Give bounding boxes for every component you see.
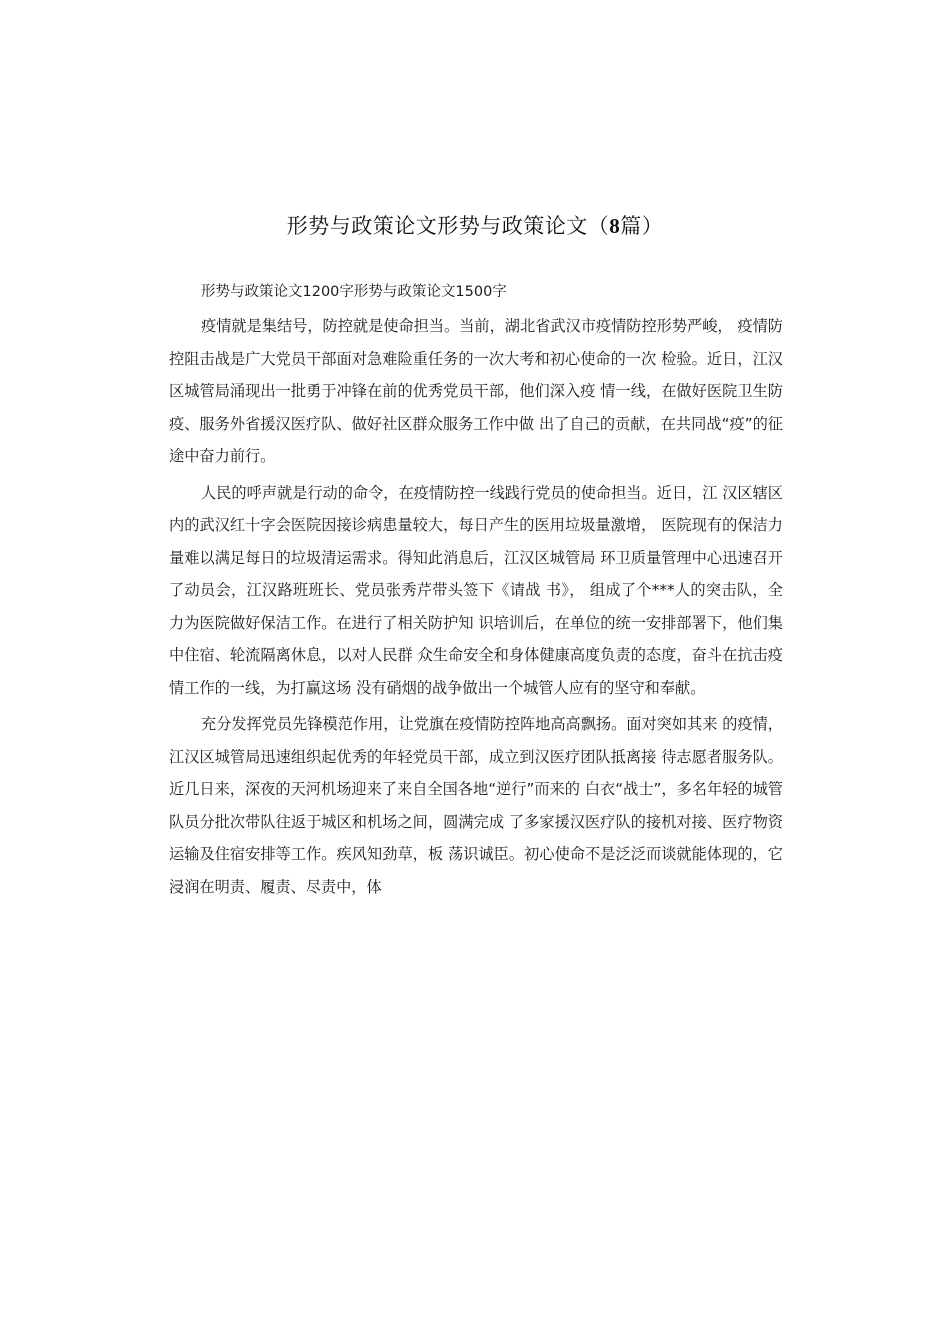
document-title xyxy=(0,208,950,244)
document-subtitle: 形势与政策论文1200字形势与政策论文1500字 xyxy=(201,284,507,300)
title-number: 8 xyxy=(609,214,621,238)
document-body xyxy=(169,310,783,903)
title-prefix: 形势与政策论文形势与政策论文（ xyxy=(286,214,610,238)
paragraph-1: 疫情就是集结号，防控就是使命担当。当前，湖北省武汉市疫情防控形势严峻， 疫情防控阻击战是广大党员干部面对急难险重任务的一次大考和初心使命的一次 检验。近日，江汉区城管局涌现出一批勇于冲锋在前的优秀党员干部，他们深入疫 情一线，在做好医院卫生防疫、服务外省援汉医疗队、做好社区群众服务工作中做 出了自己的贡献，在共同战“疫”的征途中奋力前行。 xyxy=(169,317,783,465)
paragraph-3: 充分发挥党员先锋模范作用，让党旗在疫情防控阵地高高飘扬。面对突如其来 的疫情，江汉区城管局迅速组织起优秀的年轻党员干部，成立到汉医疗团队抵离接 待志愿者服务队。近几日来，深夜的天河机场迎来了来自全国各地“逆行”而来的 白衣“战士”，多名年轻的城管队员分批次带队往返于城区和机场之间，圆满完成 了多家援汉医疗队的接机对接、医疗物资运输及住宿安排等工作。疾风知劲草，板 荡识诚臣。初心使命不是泛泛而谈就能体现的，它浸润在明责、履责、尽责中，体 xyxy=(169,715,783,896)
paragraph-2: 人民的呼声就是行动的命令，在疫情防控一线践行党员的使命担当。近日，江 汉区辖区内的武汉红十字会医院因接诊病患量较大，每日产生的医用垃圾量激增， 医院现有的保洁力量难以满足每日的垃圾清运需求。得知此消息后，江汉区城管局 环卫质量管理中心迅速召开了动员会，江汉路班班长、党员张秀芹带头签下《请战 书》， 组成了个***人的突击队，全力为医院做好保洁工作。在进行了相关防护知 识培训后，在单位的统一安排部署下，他们集中住宿、轮流隔离休息，以对人民群 众生命安全和身体健康高度负责的态度，奋斗在抗击疫情工作的一线，为打赢这场 没有硝烟的战争做出一个城管人应有的坚守和奉献。 xyxy=(169,483,783,697)
title-suffix: 篇） xyxy=(620,214,664,238)
